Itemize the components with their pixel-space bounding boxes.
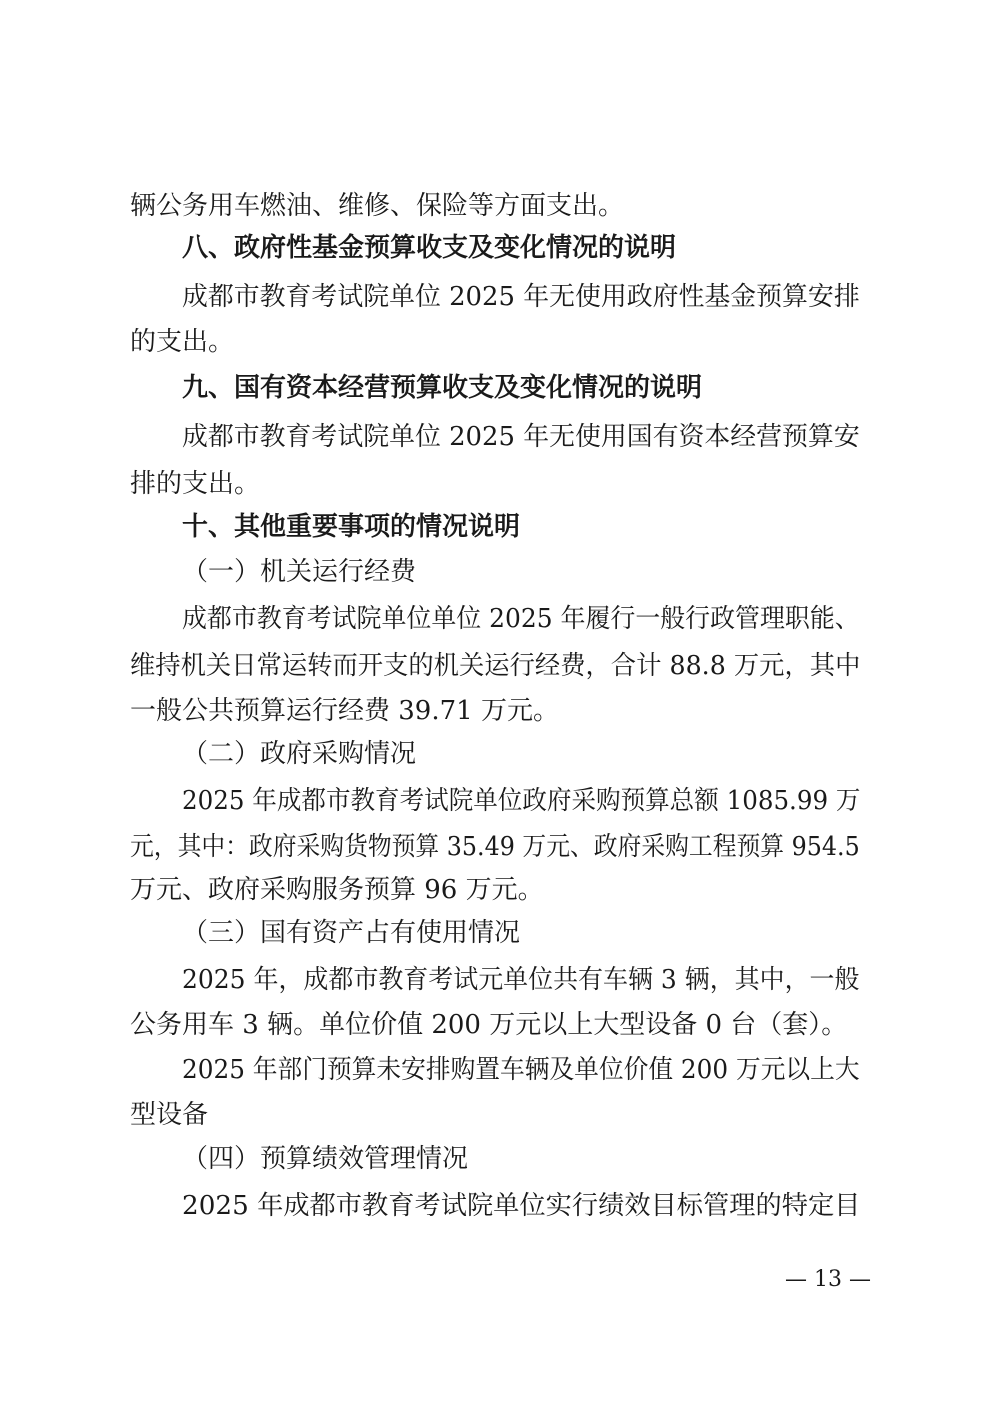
line-06: 成都市教育考试院单位 2025 年无使用国有资本经营预算安 (182, 422, 860, 452)
line-07: 排的支出。 (130, 469, 261, 499)
line-12: 一般公共预算运行经费 39.71 万元。 (130, 696, 559, 726)
line-15: 元，其中：政府采购货物预算 35.49 万元、政府采购工程预算 954.5 (130, 832, 860, 862)
section-heading-9: 九、国有资本经营预算收支及变化情况的说明 (182, 373, 703, 403)
line-19: 公务用车 3 辆。单位价值 200 万元以上大型设备 0 台（套）。 (130, 1010, 848, 1040)
line-04: 的支出。 (130, 327, 235, 357)
line-20: 2025 年部门预算未安排购置车辆及单位价值 200 万元以上大 (182, 1055, 860, 1085)
line-14: 2025 年成都市教育考试院单位政府采购预算总额 1085.99 万 (182, 786, 861, 816)
section-heading-10: 十、其他重要事项的情况说明 (182, 512, 521, 542)
page-number: — 13 — (785, 1267, 871, 1292)
line-11: 维持机关日常运转而开支的机关运行经费，合计 88.8 万元，其中 (130, 651, 861, 681)
line-01: 辆公务用车燃油、维修、保险等方面支出。 (130, 191, 625, 221)
subheading-1: （一）机关运行经费 (182, 557, 417, 587)
line-16: 万元、政府采购服务预算 96 万元。 (130, 875, 544, 905)
subheading-3: （三）国有资产占有使用情况 (182, 918, 521, 948)
line-10: 成都市教育考试院单位单位 2025 年履行一般行政管理职能、 (182, 604, 860, 634)
subheading-2: （二）政府采购情况 (182, 739, 417, 769)
line-23: 2025 年成都市教育考试院单位实行绩效目标管理的特定目 (182, 1191, 861, 1221)
section-heading-8: 八、政府性基金预算收支及变化情况的说明 (182, 233, 677, 263)
line-21: 型设备 (130, 1100, 209, 1130)
line-03: 成都市教育考试院单位 2025 年无使用政府性基金预算安排 (182, 282, 860, 312)
line-18: 2025 年，成都市教育考试元单位共有车辆 3 辆，其中，一般 (182, 965, 860, 995)
subheading-4: （四）预算绩效管理情况 (182, 1144, 469, 1174)
